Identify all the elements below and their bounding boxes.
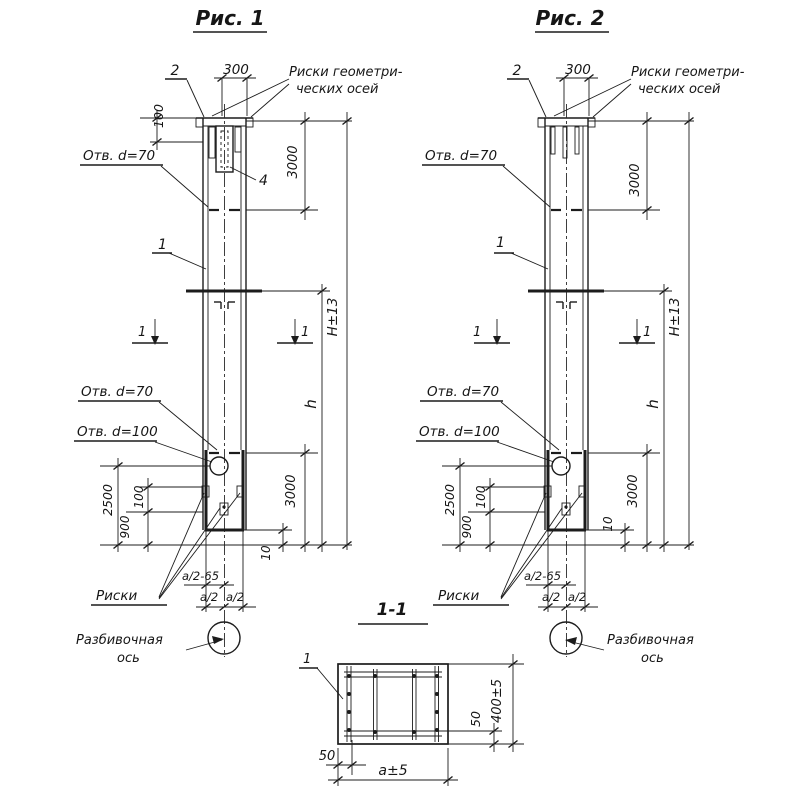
fig1-callout-4: 4 — [259, 173, 268, 189]
section-dim-400: 400±5 — [490, 679, 505, 723]
fig1-hole-d70-top-label: Отв. d=70 — [83, 148, 156, 164]
fig1-dim-H: H±13 — [325, 297, 341, 337]
section-dim-50-bottom: 50 — [318, 749, 336, 764]
fig1-axis-label-1: Разбивочная — [76, 633, 163, 648]
fig2-hole-d70-top-label: Отв. d=70 — [425, 148, 498, 164]
fig2-callout-2: 2 — [512, 63, 522, 79]
section-dim-a5: a±5 — [378, 763, 408, 779]
section-callout-1: 1 — [303, 652, 312, 667]
section-dim-50-right: 50 — [468, 711, 483, 727]
fig1-axis-label-2: ось — [117, 651, 140, 666]
figure-1-column-geometry — [74, 32, 352, 657]
fig2-dim-a2-65: a/2-65 — [524, 569, 562, 583]
fig2-dim-a2-left: a/2 — [542, 590, 561, 604]
fig2-hole-d100-label: Отв. d=100 — [419, 424, 500, 440]
axis-arrow — [212, 636, 224, 644]
section-title: 1-1 — [376, 600, 408, 620]
fig2-dim-H: H±13 — [667, 297, 683, 337]
rebar-strip-1 — [551, 127, 555, 154]
fig2-dim-2500: 2500 — [442, 484, 457, 516]
anchor-strip-right — [235, 127, 241, 152]
fig2-dim-a2-right: a/2 — [568, 590, 587, 604]
figure-2-column-geometry — [416, 32, 694, 657]
fig1-hole-d70-bottom-label: Отв. d=70 — [81, 384, 154, 400]
fig1-dim-2500: 2500 — [100, 484, 115, 516]
fig1-dim-3000-top: 3000 — [286, 145, 301, 179]
fig1-dim-3000-bottom: 3000 — [284, 474, 299, 508]
figure-2 — [416, 6, 745, 666]
fig2-axis-label-1: Разбивочная — [607, 633, 694, 648]
fig1-dim-a2-65: a/2-65 — [182, 569, 220, 583]
fig2-dim-10: 10 — [601, 516, 615, 532]
fig1-title: Рис. 1 — [195, 6, 265, 30]
fig2-callout-1: 1 — [496, 235, 505, 251]
fig2-dim-h: h — [644, 399, 662, 409]
fig1-risk-axes-label-2: ческих осей — [296, 82, 379, 97]
fig1-section-mark-left: 1 — [138, 325, 147, 340]
rebar-strip-3 — [575, 127, 579, 154]
fig1-callout-2: 2 — [170, 63, 180, 79]
section-1-1 — [299, 600, 524, 786]
fig1-dim-100-top: 100 — [151, 104, 166, 128]
fig2-axis-label-2: ось — [641, 651, 664, 666]
fig1-dim-100-bottom: 100 — [132, 485, 146, 509]
anchor-strip-left — [209, 127, 215, 158]
fig2-hole-d70-bottom-label: Отв. d=70 — [427, 384, 500, 400]
fig2-dim-3000-bottom: 3000 — [626, 474, 641, 508]
section-outline — [338, 664, 448, 744]
fig1-section-mark-right: 1 — [301, 325, 310, 340]
fig1-risk-axes-label-1: Риски геометри- — [289, 65, 403, 80]
fig2-section-mark-right: 1 — [643, 325, 652, 340]
fig1-dim-a2-right: a/2 — [226, 590, 245, 604]
fig1-hole-d100-label: Отв. d=100 — [77, 424, 158, 440]
fig1-risks-label: Риски — [96, 588, 138, 604]
fig2-risks-label: Риски — [438, 588, 480, 604]
fig2-dim-900: 900 — [460, 515, 474, 539]
fig2-risk-axes-label-2: ческих осей — [638, 82, 721, 97]
fig1-dim-a2-left: a/2 — [200, 590, 219, 604]
fig1-dim-10: 10 — [259, 545, 273, 561]
fig2-risk-axes-label-1: Риски геометри- — [631, 65, 745, 80]
fig2-section-mark-left: 1 — [473, 325, 482, 340]
fig2-dim-100-bottom: 100 — [474, 485, 488, 509]
fig2-dim-300: 300 — [565, 62, 591, 78]
fig1-callout-1: 1 — [158, 237, 167, 253]
fig1-dim-h: h — [302, 399, 320, 409]
fig1-dim-900: 900 — [118, 515, 132, 539]
fig2-title: Рис. 2 — [535, 6, 605, 30]
figure-1 — [74, 6, 403, 666]
fig1-dim-300: 300 — [223, 62, 249, 78]
fig2-dim-3000-top: 3000 — [628, 163, 643, 197]
